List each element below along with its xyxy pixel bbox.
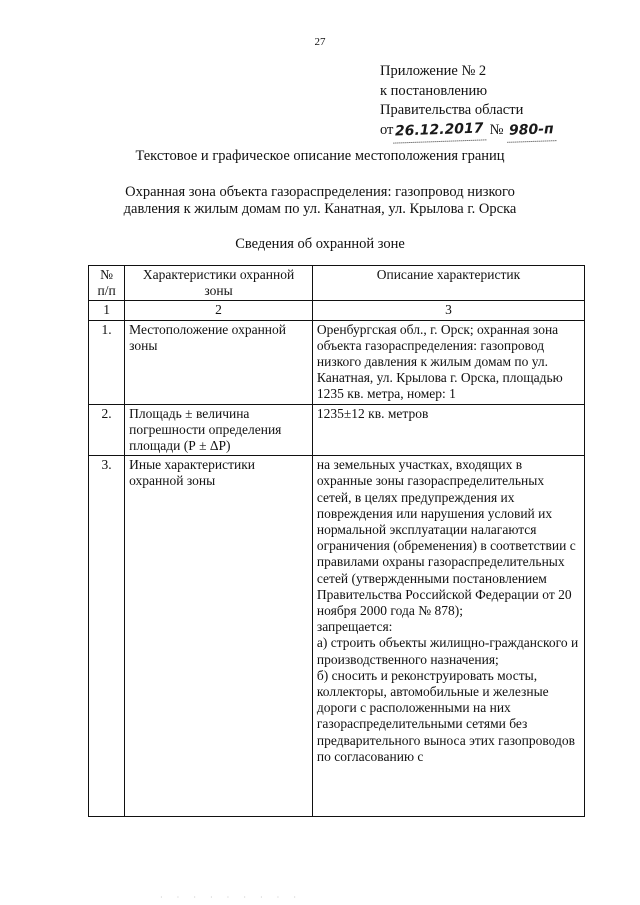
row-1-description: Оренбургская обл., г. Орск; охранная зона объекта газораспределения: газопровод низкого давления к жилым домам по ул. Канатная, ул. Крылова г. Орска, площадью 1235 кв. метра, номер: 1 [312,320,584,404]
handwritten-date: 26.12.2017 [393,119,486,143]
header-num: № п/п [89,266,125,301]
column-number-1: 1 [89,301,125,320]
scan-noise: · · · · · · · · · [160,893,302,902]
object-title-line-2: давления к жилым домам по ул. Канатная, ул. Крылова г. Орска [123,201,517,217]
row-3-characteristic: Иные характеристики охранной зоны [125,456,313,817]
row-3-description-para-2: запрещается: [316,619,393,635]
number-prefix: № [489,121,504,138]
row-2-characteristic: Площадь ± величина погрешности определения площади (Р ± ΔР) [125,404,313,456]
row-1-num: 1. [89,320,125,404]
table-column-numbers-row [89,301,585,320]
row-2-num: 2. [89,404,125,456]
table-header-row [89,266,585,301]
appendix-header [380,62,556,141]
table-row [89,456,585,817]
protection-zone-table [88,265,585,817]
table-row [89,404,585,456]
document-title: Текстовое и графическое описание местоположения границ [135,148,505,164]
row-2-description: 1235±12 кв. метров [312,404,584,456]
appendix-line-2: к постановлению [380,82,488,99]
object-title-line-1: Охранная зона объекта газораспределения: газопровод низкого [125,184,515,200]
row-3-description [312,456,584,817]
column-number-2: 2 [125,301,313,320]
row-1-characteristic: Местоположение охранной зоны [125,320,313,404]
row-3-description-para-1: на земельных участках, входящих в охранные зоны газораспределительных сетей, в целях предупреждения их повреждения или нарушения условий их нормальной эксплуатации налагаются ограничения (обременения) в соответствии с правилами охраны газораспределительных сетей (утвержденными постановлением Правительства Российской Федерации от 20 ноября 2000 года № 878); [316,457,576,619]
row-3-description-para-4: б) сносить и реконструировать мосты, коллекторы, автомобильные и железные дороги с расположенными на них газораспределительными сетями без предварительного выноса этих газопроводов по согласованию с [316,667,576,764]
row-3-num: 3. [89,456,125,817]
appendix-line-1: Приложение № 2 [380,63,487,79]
table-row [89,320,585,404]
header-characteristic: Характеристики охранной зоны [125,266,313,301]
row-3-description-para-3: а) строить объекты жилищно-гражданского и производственного назначения; [316,635,579,667]
handwritten-number: 980-п [507,120,556,142]
object-title [100,184,540,218]
section-title: Сведения об охранной зоне [235,236,405,252]
page-number: 27 [314,36,326,48]
header-description: Описание характеристик [312,266,584,301]
appendix-date-line [380,121,556,142]
column-number-3: 3 [312,301,584,320]
date-prefix: от [380,121,394,138]
appendix-line-3: Правительства области [380,102,524,118]
